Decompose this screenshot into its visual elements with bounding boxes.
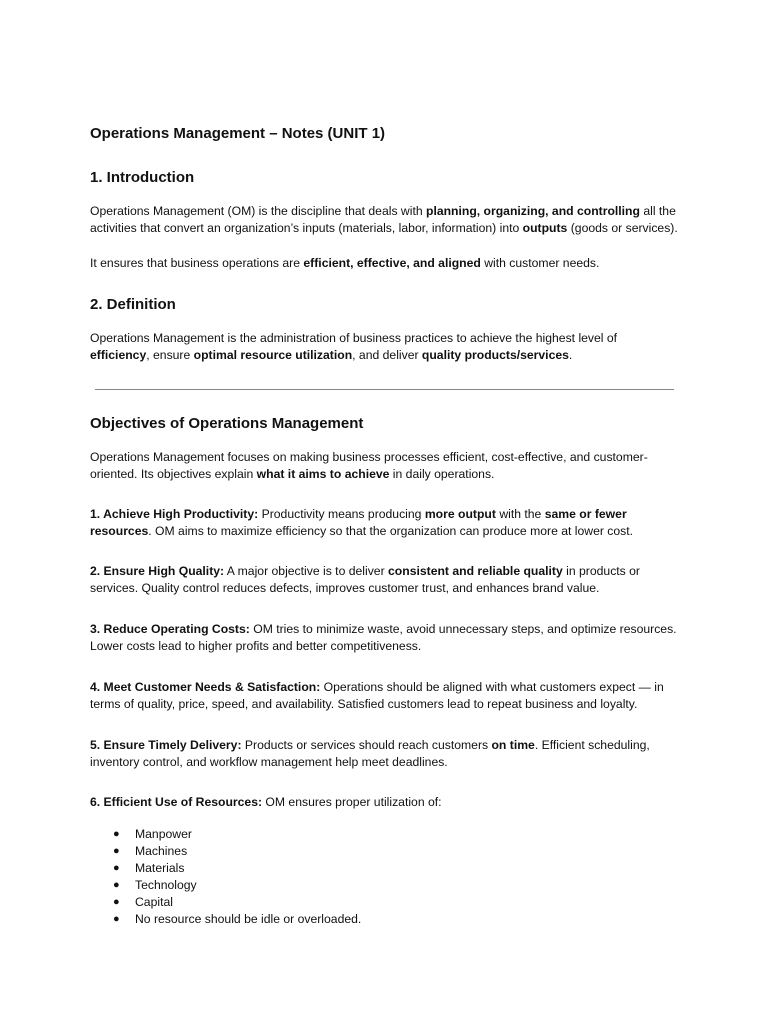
definition-heading: 2. Definition bbox=[90, 296, 176, 313]
bullet-icon: ● bbox=[113, 913, 120, 925]
bold-text: outputs bbox=[522, 221, 568, 235]
text-run: in daily operations. bbox=[389, 467, 495, 481]
bold-text: what it aims to achieve bbox=[256, 467, 390, 481]
text-run: Operations Management is the administration of business practices to achieve the highest level of bbox=[90, 331, 618, 345]
text-run: Operations Management focuses on making business processes efficient, cost-effective, and customer-oriented. Its objectives explain bbox=[90, 450, 648, 481]
list-item: ● Technology bbox=[113, 878, 197, 892]
bullet-icon: ● bbox=[113, 862, 120, 874]
objective-item bbox=[90, 794, 680, 811]
bold-text: 6. Efficient Use of Resources: bbox=[90, 795, 263, 809]
bold-text: 4. Meet Customer Needs & Satisfaction: bbox=[90, 680, 321, 694]
text-run: , ensure bbox=[146, 348, 194, 362]
text-run: all the activities that convert an organization’s inputs (materials, labor, information) into bbox=[90, 204, 676, 235]
text-run: . Efficient scheduling, inventory control, and workflow management help meet deadlines. bbox=[90, 738, 650, 769]
objectives-intro bbox=[90, 449, 680, 483]
bold-text: 3. Reduce Operating Costs: bbox=[90, 622, 250, 636]
page-title: Operations Management – Notes (UNIT 1) bbox=[90, 125, 386, 142]
list-item: ● Capital bbox=[113, 895, 173, 909]
objectives-heading: Objectives of Operations Management bbox=[90, 415, 364, 432]
introduction-paragraph-2 bbox=[90, 255, 680, 272]
introduction-paragraph bbox=[90, 203, 680, 237]
text-run: (goods or services). bbox=[567, 221, 678, 235]
bullet-icon: ● bbox=[113, 896, 120, 908]
bold-text: efficient, effective, and aligned bbox=[303, 256, 481, 270]
list-item: ● Machines bbox=[113, 844, 188, 858]
list-item: ● No resource should be idle or overloaded. bbox=[113, 912, 362, 926]
text-run: OM ensures proper utilization of: bbox=[262, 795, 442, 809]
objective-item bbox=[90, 621, 680, 655]
bullet-icon: ● bbox=[113, 828, 120, 840]
horizontal-divider bbox=[95, 389, 674, 390]
bullet-icon: ● bbox=[113, 845, 120, 857]
bold-text: 2. Ensure High Quality: bbox=[90, 564, 225, 578]
resources-list bbox=[90, 826, 490, 928]
objective-item bbox=[90, 563, 680, 597]
bold-text: 5. Ensure Timely Delivery: bbox=[90, 738, 242, 752]
bold-text: more output bbox=[424, 507, 496, 521]
text-run: , and deliver bbox=[352, 348, 422, 362]
list-item: ● Materials bbox=[113, 861, 185, 875]
definition-paragraph bbox=[90, 330, 680, 364]
objective-item bbox=[90, 737, 680, 771]
bold-text: 1. Achieve High Productivity: bbox=[90, 507, 259, 521]
bullet-icon: ● bbox=[113, 879, 120, 891]
text-run: with customer needs. bbox=[480, 256, 600, 270]
text-run: It ensures that business operations are bbox=[90, 256, 304, 270]
text-run: . OM aims to maximize efficiency so that the organization can produce more at lower cost. bbox=[148, 524, 634, 538]
list-item: ● Manpower bbox=[113, 827, 192, 841]
bold-text: optimal resource utilization bbox=[193, 348, 353, 362]
text-run: Productivity means producing bbox=[258, 507, 425, 521]
text-run: . bbox=[568, 348, 573, 362]
text-run: in products or services. Quality control reduces defects, improves customer trust, and enhances brand value. bbox=[90, 564, 640, 595]
bold-text: efficiency bbox=[90, 348, 147, 362]
bold-text: quality products/services bbox=[421, 348, 569, 362]
objective-item bbox=[90, 679, 680, 713]
bold-text: planning, organizing, and controlling bbox=[426, 204, 640, 218]
text-run: Operations Management (OM) is the discipline that deals with bbox=[90, 204, 426, 218]
text-run: OM tries to minimize waste, avoid unnecessary steps, and optimize resources. Lower costs lead to higher profits and better competitiveness. bbox=[90, 622, 677, 653]
introduction-heading: 1. Introduction bbox=[90, 169, 195, 186]
text-run: with the bbox=[495, 507, 545, 521]
bold-text: consistent and reliable quality bbox=[388, 564, 563, 578]
objective-item bbox=[90, 506, 680, 540]
bold-text: on time bbox=[491, 738, 535, 752]
text-run: Products or services should reach customers bbox=[241, 738, 492, 752]
text-run: A major objective is to deliver bbox=[224, 564, 389, 578]
text-run: Operations should be aligned with what customers expect — in terms of quality, price, speed, and availability. Satisfied customers lead to repeat business and loyalty. bbox=[90, 680, 664, 711]
bold-text: same or fewer resources bbox=[90, 507, 627, 538]
